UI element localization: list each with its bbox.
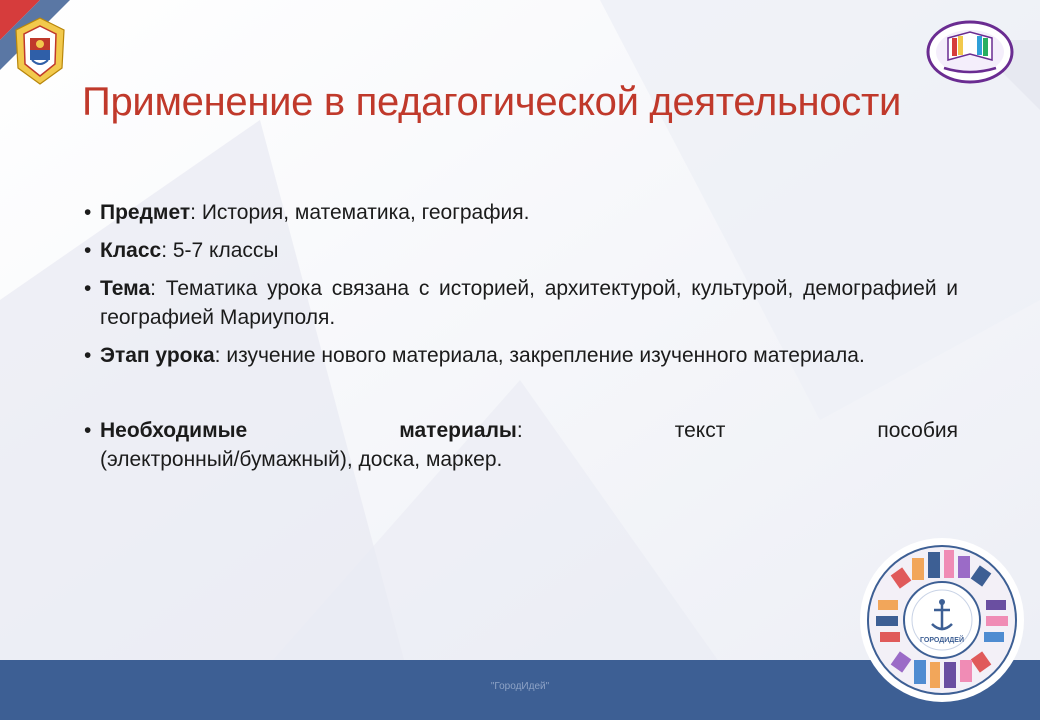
bullet-label: Этап урока bbox=[100, 344, 215, 367]
list-item bbox=[84, 416, 958, 474]
footer-text: "ГородИдей" bbox=[490, 681, 550, 692]
bullet-text: Тематика урока связана с историей, архитектурой, культурой, демографией и географией Мариуполя. bbox=[100, 277, 959, 329]
bullet-label: • Необходимые bbox=[100, 419, 248, 442]
bullet-text: 5-7 классы bbox=[172, 239, 279, 262]
bullet-label: материалы bbox=[399, 419, 517, 442]
bullet-list bbox=[84, 198, 958, 483]
bullet-text: пособия bbox=[877, 419, 958, 442]
book-logo-icon bbox=[924, 16, 1016, 86]
bullet-text: текст bbox=[674, 419, 726, 442]
bullet-label: Предмет bbox=[100, 201, 191, 224]
coat-of-arms-icon bbox=[14, 16, 66, 86]
city-logo-text: ГОРОДИДЕЙ bbox=[920, 637, 964, 644]
city-ideas-round-logo bbox=[858, 536, 1026, 704]
list-item: • Этап урока: изучение нового материала, закрепление изученного материала. bbox=[84, 341, 958, 370]
list-item: • Класс: 5-7 классы bbox=[84, 236, 958, 265]
list-item: • Предмет: История, математика, география. bbox=[84, 198, 958, 227]
bullet-label: Тема bbox=[100, 277, 151, 300]
bullet-text: История, математика, география. bbox=[201, 201, 530, 224]
list-item: • Тема: Тематика урока связана с историей, архитектурой, культурой, демографией и географией Мариуполя. bbox=[84, 274, 958, 332]
bullet-label: Класс bbox=[100, 239, 162, 262]
bullet-first-line: • Необходимые материалы: текст пособия bbox=[100, 416, 958, 445]
slide-title: Применение в педагогической деятельности bbox=[82, 80, 902, 124]
bullet-text: изучение нового материала, закрепление изученного материала. bbox=[226, 344, 865, 367]
bullet-second-line: (электронный/бумажный), доска, маркер. bbox=[100, 448, 503, 471]
